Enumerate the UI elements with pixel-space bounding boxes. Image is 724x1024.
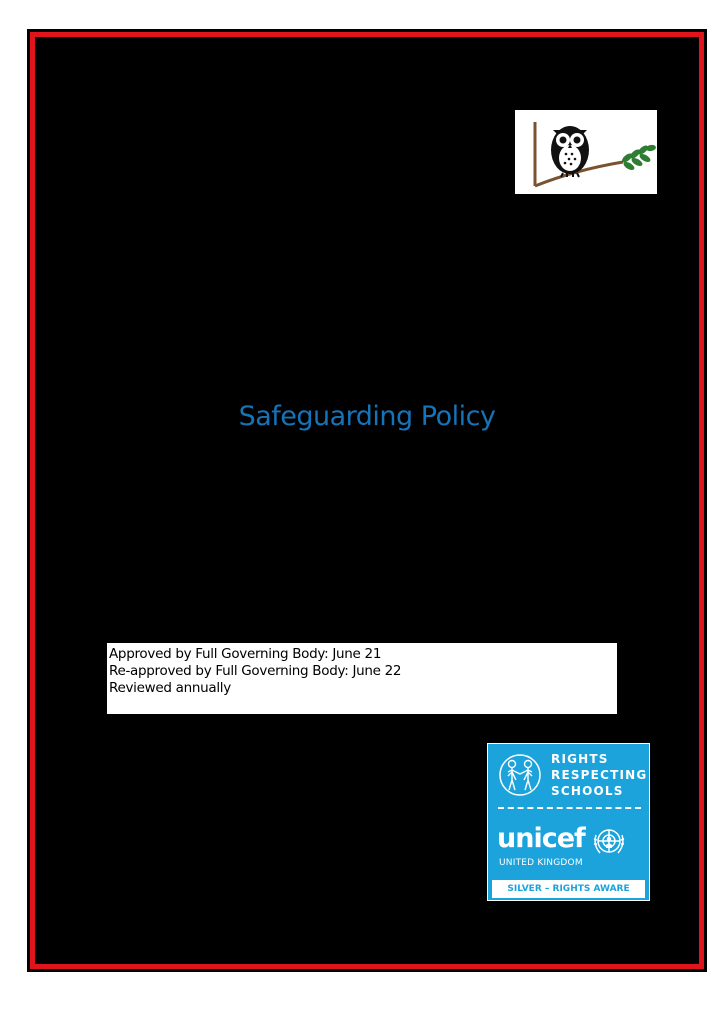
school-logo xyxy=(515,110,657,194)
unicef-wordmark: unicef xyxy=(497,823,585,854)
badge-heading-line: RIGHTS xyxy=(551,752,609,766)
approval-info xyxy=(107,643,617,714)
badge-heading xyxy=(551,751,649,799)
rights-respecting-schools-badge xyxy=(487,743,650,901)
badge-heading-line: SCHOOLS xyxy=(551,784,624,798)
page-title: Safeguarding Policy xyxy=(238,401,496,432)
un-globe-emblem-icon xyxy=(591,823,627,859)
badge-heading-line: RESPECTING xyxy=(551,768,648,782)
approval-line: Approved by Full Governing Body: June 21 xyxy=(109,646,382,662)
unicef-subtitle: UNITED KINGDOM xyxy=(499,858,583,868)
badge-divider xyxy=(498,807,641,809)
owl-on-branch-icon xyxy=(515,110,657,194)
award-level: SILVER – RIGHTS AWARE xyxy=(492,880,645,898)
review-line: Reviewed annually xyxy=(109,680,231,696)
reapproval-line: Re-approved by Full Governing Body: June 22 xyxy=(109,663,402,679)
children-holding-hands-icon xyxy=(498,752,542,798)
cover-page xyxy=(27,29,707,972)
